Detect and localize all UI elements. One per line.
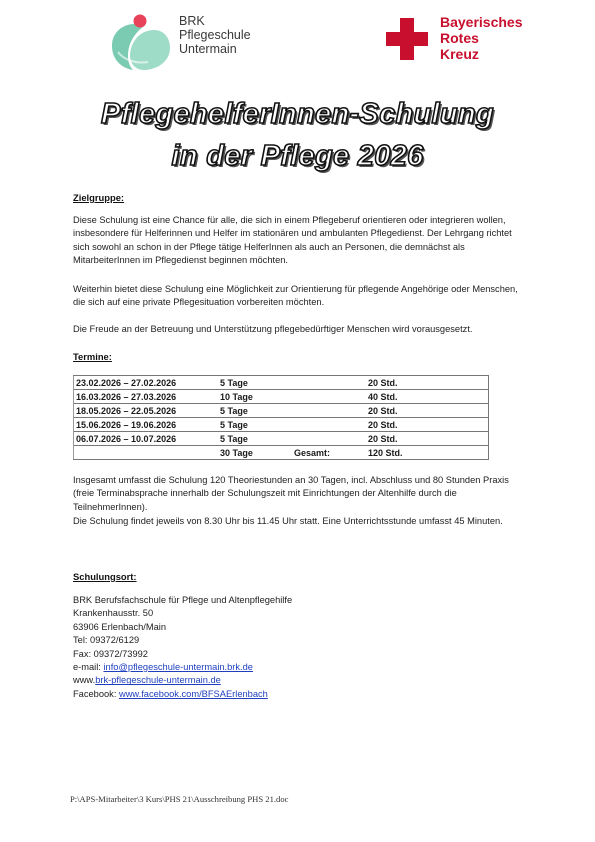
- termine-heading: Termine:: [73, 351, 112, 362]
- logo-line: Bayerisches: [440, 14, 523, 30]
- table-cell-label: [292, 404, 366, 418]
- termine-paragraph-2: Die Schulung findet jeweils von 8.30 Uhr bis 11.45 Uhr statt. Eine Unterrichtsstunde umfasst 45 Minuten.: [73, 516, 503, 526]
- logo-line: Kreuz: [440, 46, 479, 62]
- logo-line: Rotes: [440, 30, 479, 46]
- website-label: www.: [73, 675, 96, 686]
- table-cell-label: Gesamt:: [292, 446, 366, 460]
- school-city: 63906 Erlenbach/Main: [73, 621, 167, 632]
- table-row: [74, 404, 489, 418]
- table-cell-days: 5 Tage: [218, 432, 292, 446]
- email-label: e-mail:: [73, 662, 104, 673]
- table-row-total: [74, 446, 489, 460]
- table-cell-dates: [74, 446, 219, 460]
- table-row: [74, 432, 489, 446]
- zielgruppe-paragraph-1: Diese Schulung ist eine Chance für alle, die sich in einem Pflegeberuf orientieren oder integrieren wollen, insbesondere für Helferinnen und Helfer im stationären und ambulanten Pflegedienst. Der Lehrgang richtet sich sowohl an schon in der Pflege tätige HelferInnen als auch an Personen, die demnächst als MitarbeiterInnen im Pflegedienst beginnen möchten.: [73, 215, 512, 266]
- table-row: [74, 376, 489, 390]
- table-row: [74, 418, 489, 432]
- table-cell-hours: 40 Std.: [366, 390, 440, 404]
- table-cell-dates: 23.02.2026 – 27.02.2026: [74, 376, 219, 390]
- table-cell-empty: [440, 376, 489, 390]
- pflegeschule-logo-mark-icon: [106, 12, 174, 72]
- bayerisches-rotes-kreuz-logo: [386, 14, 546, 64]
- table-cell-empty: [440, 404, 489, 418]
- page-title-line1: PflegehelferInnen-Schulung: [101, 98, 494, 130]
- email-line: [73, 661, 292, 674]
- brk-logo-text: [440, 14, 523, 62]
- zielgruppe-paragraph-2: Weiterhin bietet diese Schulung eine Möglichkeit zur Orientierung für pflegende Angehörige oder Menschen, die sich auf eine private Pflegesituation vorbereiten möchten.: [73, 284, 518, 308]
- table-cell-dates: 06.07.2026 – 10.07.2026: [74, 432, 219, 446]
- page-title-line2: in der Pflege 2026: [171, 140, 424, 172]
- schulungsort-contact: [73, 594, 292, 701]
- logo-line: BRK: [179, 14, 205, 28]
- table-cell-hours: 20 Std.: [366, 404, 440, 418]
- zielgruppe-heading: Zielgruppe:: [73, 192, 125, 203]
- school-name: BRK Berufsfachschule für Pflege und Altenpflegehilfe: [73, 595, 293, 605]
- zielgruppe-paragraph-3: Die Freude an der Betreuung und Unterstützung pflegebedürftiger Menschen wird vorausgesetzt.: [73, 324, 473, 334]
- termine-paragraph-1: Insgesamt umfasst die Schulung 120 Theoriestunden an 30 Tagen, incl. Abschluss und 80 Stunden Praxis (freie Terminabsprache innerhalb der Schulungszeit mit Einrichtungen der Altenhilfe durch die TeilnehmerInnen).: [73, 475, 509, 512]
- table-cell-label: [292, 390, 366, 404]
- schulungsort-heading: Schulungsort:: [73, 571, 137, 582]
- table-cell-days: 5 Tage: [218, 404, 292, 418]
- facebook-link[interactable]: www.facebook.com/BFSAErlenbach: [119, 688, 268, 699]
- table-cell-empty: [440, 432, 489, 446]
- website-line: [73, 674, 292, 687]
- table-cell-dates: 15.06.2026 – 19.06.2026: [74, 418, 219, 432]
- table-cell-days: 5 Tage: [218, 418, 292, 432]
- school-fax: Fax: 09372/73992: [73, 648, 148, 659]
- red-cross-icon: [386, 18, 428, 60]
- termine-table: [73, 375, 489, 460]
- table-cell-empty: [440, 446, 489, 460]
- table-cell-empty: [440, 418, 489, 432]
- table-cell-empty: [440, 390, 489, 404]
- table-cell-days: 30 Tage: [218, 446, 292, 460]
- table-cell-hours: 20 Std.: [366, 376, 440, 390]
- document-file-path: P:\APS-Mitarbeiter\3 Kurs\PHS 21\Ausschreibung PHS 21.doc: [70, 794, 289, 804]
- logo-line: Pflegeschule: [179, 28, 251, 42]
- table-cell-label: [292, 376, 366, 390]
- brk-pflegeschule-logo: [104, 12, 274, 70]
- website-link[interactable]: brk-pflegeschule-untermain.de: [95, 675, 221, 686]
- logo-line: Untermain: [179, 42, 237, 56]
- school-phone: Tel: 09372/6129: [73, 635, 140, 646]
- table-cell-days: 5 Tage: [218, 376, 292, 390]
- table-row: [74, 390, 489, 404]
- table-cell-label: [292, 418, 366, 432]
- table-cell-hours: 20 Std.: [366, 432, 440, 446]
- table-cell-label: [292, 432, 366, 446]
- school-street: Krankenhausstr. 50: [73, 608, 154, 619]
- table-cell-hours: 20 Std.: [366, 418, 440, 432]
- table-cell-dates: 16.03.2026 – 27.03.2026: [74, 390, 219, 404]
- brk-pflegeschule-logo-text: [179, 14, 251, 56]
- facebook-line: [73, 688, 292, 701]
- table-cell-days: 10 Tage: [218, 390, 292, 404]
- table-cell-hours: 120 Std.: [366, 446, 440, 460]
- email-link[interactable]: info@pflegeschule-untermain.brk.de: [103, 662, 253, 673]
- table-cell-dates: 18.05.2026 – 22.05.2026: [74, 404, 219, 418]
- facebook-label: Facebook:: [73, 688, 119, 699]
